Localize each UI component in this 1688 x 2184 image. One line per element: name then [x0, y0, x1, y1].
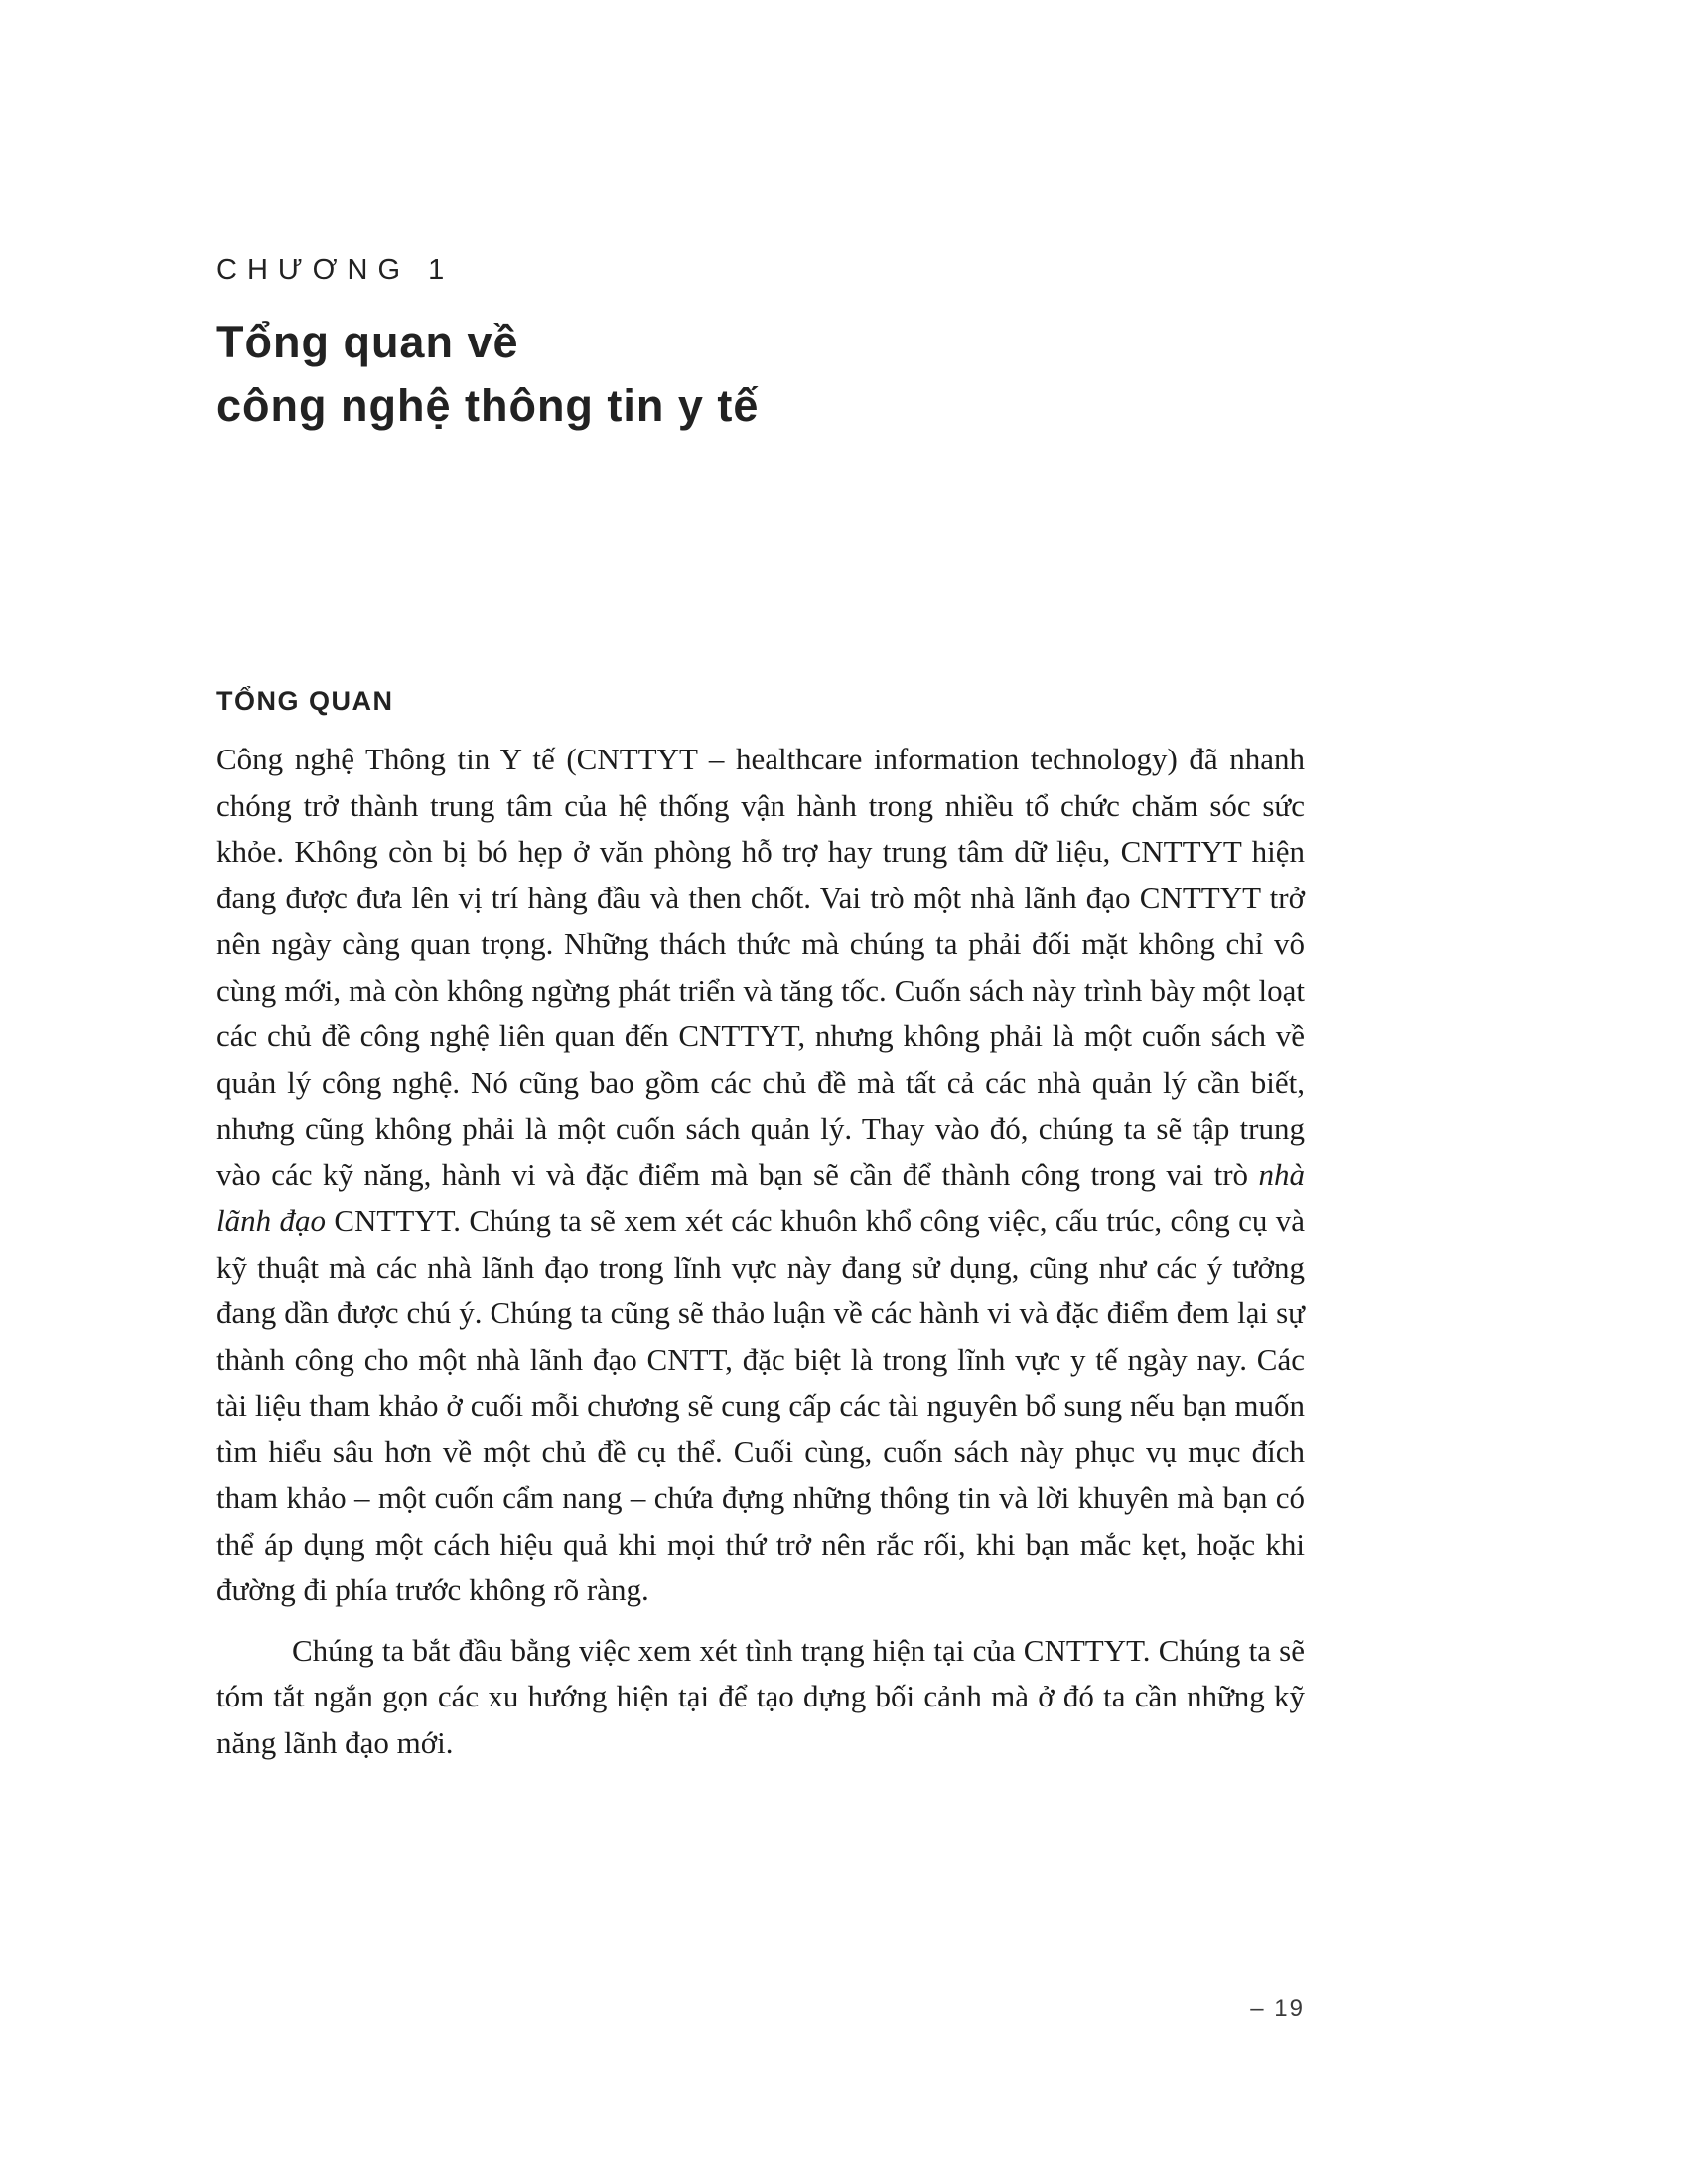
paragraph — [216, 737, 1305, 1614]
paragraph — [216, 1628, 1305, 1767]
page-number: – 19 — [1250, 1995, 1305, 2022]
paragraph-segment: Công nghệ Thông tin Y tế (CNTTYT – healthcare information technology) đã nhanh chóng trở thành trung tâm của hệ thống vận hành trong nhiều tổ chức chăm sóc sức khỏe. Không còn bị bó hẹp ở văn phòng hỗ trợ hay trung tâm dữ liệu, CNTTYT hiện đang được đưa lên vị trí hàng đầu và then chốt. Vai trò một nhà lãnh đạo CNTTYT trở nên ngày càng quan trọng. Những thách thức mà chúng ta phải đối mặt không chỉ vô cùng mới, mà còn không ngừng phát triển và tăng tốc. Cuốn sách này trình bày một loạt các chủ đề công nghệ liên quan đến CNTTYT, nhưng không phải là một cuốn sách về quản lý công nghệ. Nó cũng bao gồm các chủ đề mà tất cả các nhà quản lý cần biết, nhưng cũng không phải là một cuốn sách quản lý. Thay vào đó, chúng ta sẽ tập trung vào các kỹ năng, hành vi và đặc điểm mà bạn sẽ cần để thành công trong vai trò — [216, 742, 1305, 1192]
paragraph-segment: Chúng ta bắt đầu bằng việc xem xét tình trạng hiện tại của CNTTYT. Chúng ta sẽ tóm tắt ngắn gọn các xu hướng hiện tại để tạo dựng bối cảnh mà ở đó ta cần những kỹ năng lãnh đạo mới. — [216, 1632, 1305, 1760]
section-heading: TỔNG QUAN — [216, 686, 394, 716]
paragraph-segment-italic: nhà lãnh đạo — [216, 1157, 1305, 1238]
body-text — [216, 737, 1305, 1766]
chapter-title-line-2: công nghệ thông tin y tế — [216, 380, 760, 431]
chapter-label: CHƯƠNG 1 — [216, 254, 455, 286]
page-content — [216, 254, 1305, 1766]
paragraph-segment: CNTTYT. Chúng ta sẽ xem xét các khuôn khổ công việc, cấu trúc, công cụ và kỹ thuật mà các nhà lãnh đạo trong lĩnh vực này đang sử dụng, cũng như các ý tưởng đang dần được chú ý. Chúng ta cũng sẽ thảo luận về các hành vi và đặc điểm đem lại sự thành công cho một nhà lãnh đạo CNTT, đặc biệt là trong lĩnh vực y tế ngày nay. Các tài liệu tham khảo ở cuối mỗi chương sẽ cung cấp các tài nguyên bổ sung nếu bạn muốn tìm hiểu sâu hơn về một chủ đề cụ thể. Cuối cùng, cuốn sách này phục vụ mục đích tham khảo – một cuốn cẩm nang – chứa đựng những thông tin và lời khuyên mà bạn có thể áp dụng một cách hiệu quả khi mọi thứ trở nên rắc rối, khi bạn mắc kẹt, hoặc khi đường đi phía trước không rõ ràng. — [216, 1203, 1305, 1607]
chapter-title — [216, 311, 1305, 438]
chapter-title-line-1: Tổng quan về — [216, 317, 519, 367]
